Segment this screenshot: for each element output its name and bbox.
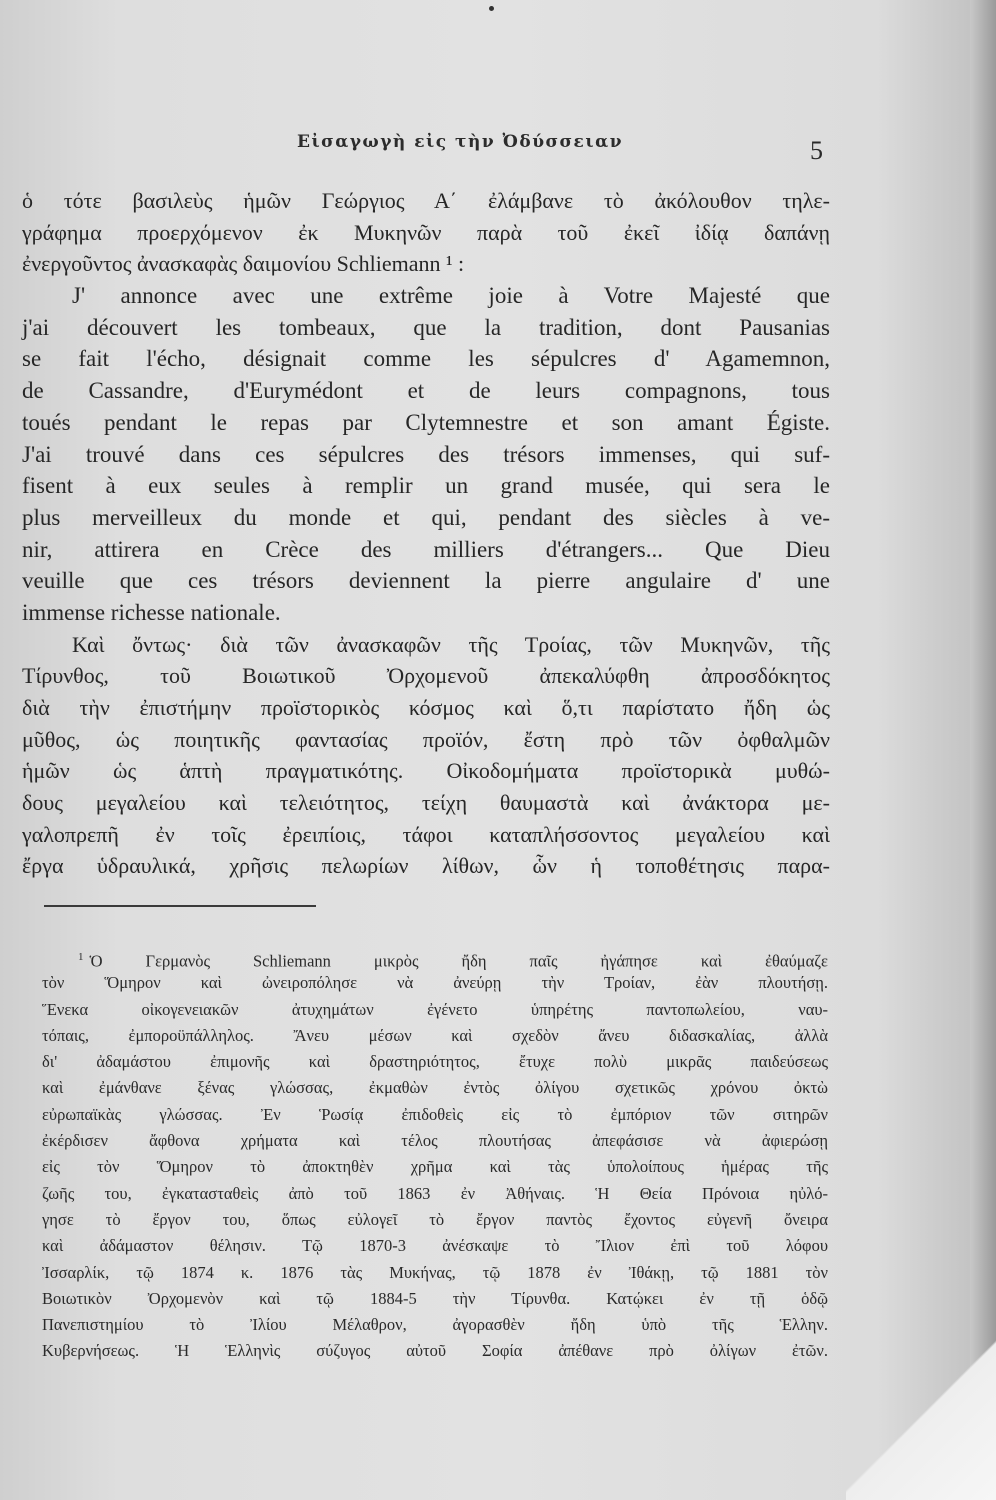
text-line: δους μεγαλείου καὶ τελειότητος, τείχη θαυμαστὰ καὶ ἀνάκτορα με-: [22, 790, 830, 816]
text-line: διὰ τὴν ἐπιστήμην προϊστορικὸς κόσμος καὶ ὅ,τι παρίστατο ἤδη ὡς: [22, 695, 830, 720]
text-line: J' annonce avec une extrême joie à Votre Majesté que: [72, 283, 830, 309]
footnote-line: γησε τὸ ἔργον του, ὅπως εὐλογεῖ τὸ ἔργον παντὸς ἔχοντος εὐγενῆ ὄνειρα: [42, 1209, 828, 1229]
text-line: ὁ τότε βασιλεὺς ἡμῶν Γεώργιος Α΄ ἐλάμβανε τὸ ἀκόλουθον τηλε-: [22, 188, 830, 213]
footnote-line: εὐρωπαϊκὰς γλώσσας. Ἐν Ῥωσίᾳ ἐπιδοθεὶς εἰς τὸ ἐμπόριον τῶν σιτηρῶν: [42, 1104, 828, 1124]
text-line: J'ai trouvé dans ces sépulcres des trésors immenses, qui suf-: [22, 441, 830, 467]
text-line: γαλοπρεπῆ ἐν τοῖς ἐρειπίοις, τάφοι καταπλήσσοντος μεγαλείου καὶ: [22, 821, 830, 847]
text-line: se fait l'écho, désignait comme les sépulcres d' Agamemnon,: [22, 346, 830, 372]
text-line: Τίρυνθος, τοῦ Βοιωτικοῦ Ὀρχομενοῦ ἀπεκαλύφθη ἀπροσδόκητος: [22, 663, 830, 689]
footnote-line: [42, 944, 828, 970]
footnote-line: Ἰσσαρλίκ, τῷ 1874 κ. 1876 τὰς Μυκήνας, τῷ 1878 ἐν Ἰθάκῃ, τῷ 1881 τὸν: [42, 1262, 828, 1282]
footnote-line: δι' ἀδαμάστου ἐπιμονῆς καὶ δραστηριότητος, ἔτυχε πολὺ μικρᾶς παιδεύσεως: [42, 1052, 828, 1072]
text-line: ἐνεργοῦντος ἀνασκαφὰς δαιμονίου Schliemann ¹ :: [22, 251, 465, 277]
text-line: veuille que ces trésors deviennent la pierre angulaire d' une: [22, 568, 830, 594]
footnote-line: Κυβερνήσεως. Ἡ Ἑλληνὶς σύζυγος αὐτοῦ Σοφία ἀπέθανε πρὸ ὀλίγων ἐτῶν.: [42, 1341, 828, 1361]
footnote-line-text: Ὁ Γερμανὸς Schliemann μικρὸς ἤδη παῖς ἠγάπησε καὶ ἐθαύμαζε: [89, 951, 828, 971]
text-line: nir, attirera en Crèce des milliers d'étrangers... Que Dieu: [22, 536, 830, 562]
text-line: toués pendant le repas par Clytemnestre et son amant Égiste.: [22, 409, 830, 435]
footnote-line: τόπαις, ἐμποροϋπάλληλος. Ἄνευ μέσων καὶ σχεδὸν ἄνευ διδασκαλίας, ἀλλὰ: [42, 1025, 828, 1045]
footnote-line: Βοιωτικὸν Ὀρχομενὸν καὶ τῷ 1884-5 τὴν Τίρυνθα. Κατῴκει ἐν τῇ ὁδῷ: [42, 1288, 828, 1308]
footnote-line: τὸν Ὅμηρον καὶ ὠνειροπόλησε νὰ ἀνεύρῃ τὴν Τροίαν, ἐὰν πλουτήσῃ.: [42, 973, 828, 993]
running-title: Εἰσαγωγὴ εἰς τὴν Ὀδύσσειαν: [297, 132, 623, 152]
text-line: ἡμῶν ὡς ἁπτὴ πραγματικότης. Οἰκοδομήματα προϊστορικὰ μυθώ-: [22, 758, 830, 784]
text-line: immense richesse nationale.: [22, 599, 281, 625]
footnote-separator: [44, 905, 316, 907]
text-line: ἔργα ὑδραυλικά, χρῆσις πελωρίων λίθων, ὧν ἡ τοποθέτησις παρα-: [22, 853, 830, 879]
text-line: μῦθος, ὡς ποιητικῆς φαντασίας προϊόν, ἔστη πρὸ τῶν ὀφθαλμῶν: [22, 726, 830, 752]
page-number: 5: [810, 136, 823, 165]
footnote-line: καὶ ἐμάνθανε ξένας γλώσσας, ἐκμαθὼν ἐντὸς ὀλίγου σχετικῶς χρόνου ὀκτὼ: [42, 1078, 828, 1098]
footnote-line: καὶ ἀδάμαστον θέλησιν. Τῷ 1870-3 ἀνέσκαψε τὸ Ἴλιον ἐπὶ τοῦ λόφου: [42, 1236, 828, 1256]
footnote-line: ἐκέρδισεν ἄφθονα χρήματα καὶ τέλος πλουτήσας ἀπεφάσισε νὰ ἀφιερώσῃ: [42, 1131, 828, 1151]
footnote: [42, 944, 828, 1365]
text-line: Καὶ ὄντως· διὰ τῶν ἀνασκαφῶν τῆς Τροίας, τῶν Μυκηνῶν, τῆς: [72, 631, 830, 657]
footnote-line: εἰς τὸν Ὅμηρον τὸ ἀποκτηθὲν χρῆμα καὶ τὰς ὑπολοίπους ἡμέρας τῆς: [42, 1157, 828, 1177]
footnote-line: ζωῆς του, ἐγκατασταθεὶς ἀπὸ τοῦ 1863 ἐν Ἀθήναις. Ἡ Θεία Πρόνοια ηὐλό-: [42, 1183, 828, 1203]
text-line: de Cassandre, d'Eurymédont et de leurs compagnons, tous: [22, 378, 830, 404]
footnote-line: Ἕνεκα οἰκογενειακῶν ἀτυχημάτων ἐγένετο ὑπηρέτης παντοπωλείου, ναυ-: [42, 999, 828, 1019]
page-edge-shadow: [970, 0, 996, 1500]
text-line: plus merveilleux du monde et qui, pendant des siècles à ve-: [22, 504, 830, 530]
text-line: γράφημα προερχόμενον ἐκ Μυκηνῶν παρὰ τοῦ ἐκεῖ ἰδίᾳ δαπάνῃ: [22, 219, 830, 245]
page-corner-fold: [846, 1330, 996, 1500]
body-text: [22, 185, 830, 882]
text-line: fisent à eux seules à remplir un grand musée, qui sera le: [22, 473, 830, 499]
ink-speck: [489, 6, 494, 11]
text-line: j'ai découvert les tombeaux, que la tradition, dont Pausanias: [22, 314, 830, 340]
footnote-line: Πανεπιστημίου τὸ Ἰλίου Μέλαθρον, ἀγορασθὲν ἤδη ὑπὸ τῆς Ἑλλην.: [42, 1315, 828, 1335]
footnote-marker: 1: [78, 951, 84, 963]
